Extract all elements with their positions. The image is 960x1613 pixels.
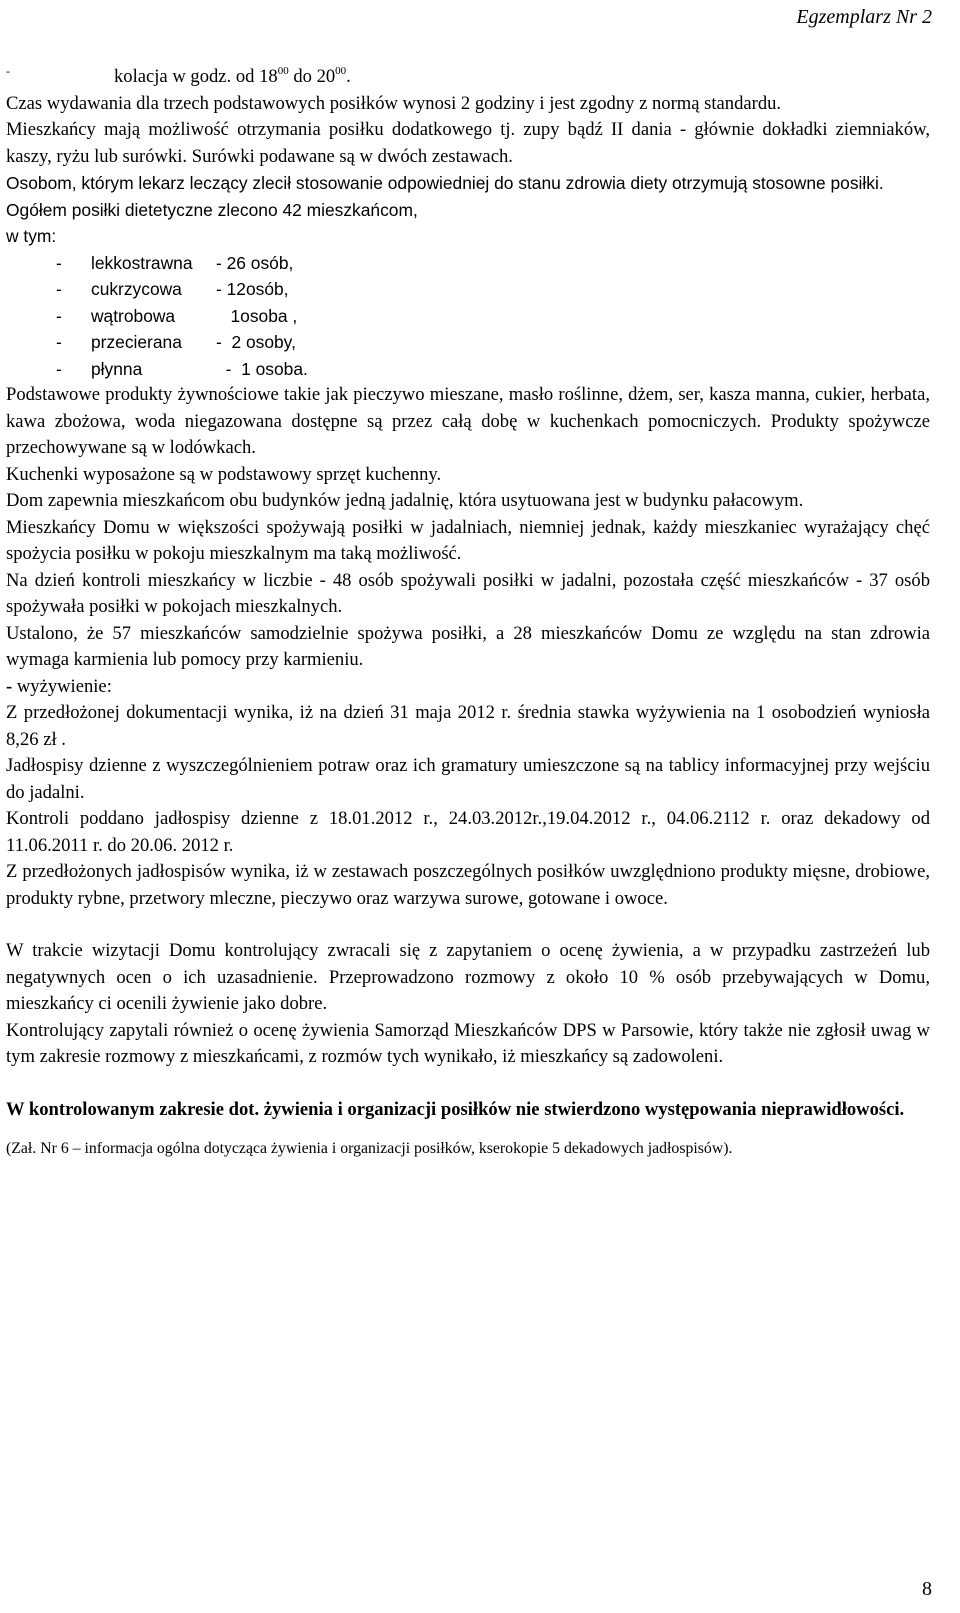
heading-dash: - xyxy=(6,675,13,697)
list-dash: - xyxy=(56,279,62,299)
supper-hours-line xyxy=(6,64,930,91)
diet-count: 1osoba , xyxy=(216,305,298,326)
diet-count: - 26 osób, xyxy=(216,252,294,273)
spacer xyxy=(6,1071,930,1097)
spacer xyxy=(6,912,930,938)
paragraph-daily-rate: Z przedłożonej dokumentacji wynika, iż na dzień 31 maja 2012 r. średnia stawka wyżywienia na 1 osobodzień wyniosła 8,26 zł . xyxy=(6,702,930,750)
paragraph-serving-time: Czas wydawania dla trzech podstawowych posiłków wynosi 2 godziny i jest zgodny z normą standardu. xyxy=(6,92,782,114)
supper-text: kolacja w godz. od 18 xyxy=(114,66,278,87)
paragraph-visit-interviews: W trakcie wizytacji Domu kontrolujący zwracali się z zapytaniem o ocenę żywienia, a w przypadku zastrzeżeń lub negatywnych ocen o ich uzasadnienie. Przeprowadzono rozmowy z około 10 % osób przebywających w Domu, mieszkańcy ci ocenili żywienie jako dobre. xyxy=(6,940,930,1014)
list-dash: - xyxy=(6,64,10,78)
copy-number-header: Egzemplarz Nr 2 xyxy=(796,6,932,28)
list-item xyxy=(6,276,930,303)
list-dash: - xyxy=(56,305,62,326)
list-dash: - xyxy=(56,252,62,273)
list-item xyxy=(6,356,930,383)
superscript-minutes: 00 xyxy=(277,65,289,77)
paragraph-extra-meal: Mieszkańcy mają możliwość otrzymania posiłku dodatkowego tj. zupy bądź II dania - głównie dokładki ziemniaków, kaszy, ryżu lub surówki. Surówki podawane są w dwóch zestawach. xyxy=(6,119,930,167)
paragraph-meals-location: Mieszkańcy Domu w większości spożywają posiłki w jadalniach, niemniej jednak, każdy mieszkaniec wyrażający chęć spożycia posiłku w pokoju mieszkalnym ma taką możliwość. xyxy=(6,516,930,564)
paragraph-diet-prescription: Osobom, którym lekarz leczący zlecił stosowanie odpowiedniej do stanu zdrowia diety otrzymują stosowne posiłki. xyxy=(6,173,884,193)
list-item xyxy=(6,303,930,330)
paragraph-inspection-day: Na dzień kontroli mieszkańcy w liczbie - 48 osób spożywali posiłki w jadalni, pozostała część mieszkańców - 37 osób spożywała posiłki w pokojach mieszkalnych. xyxy=(6,569,930,617)
paragraph-diet-intro: w tym: xyxy=(6,226,57,246)
paragraph-kitchen-equipment: Kuchenki wyposażone są w podstawowy sprzęt kuchenny. xyxy=(6,463,442,485)
paragraph-menus-checked: Kontroli poddano jadłospisy dzienne z 18.01.2012 r., 24.03.2012r.,19.04.2012 r., 04.06.2112 r. oraz dekadowy od 11.06.2011 r. do 20.06. 2012 r. xyxy=(6,808,930,856)
diet-name: przecierana xyxy=(91,332,182,352)
paragraph-council-opinion: Kontrolujący zapytali również o ocenę żywienia Samorząd Mieszkańców DPS w Parsowie, który także nie zgłosił uwag w tym zakresie rozmowy z mieszkańcami, z rozmów tych wynikało, iż mieszkańcy są zadowoleni. xyxy=(6,1019,930,1067)
list-item xyxy=(6,250,930,277)
section-heading-nutrition xyxy=(6,674,930,701)
list-dash: - xyxy=(56,332,62,352)
diet-list xyxy=(6,250,930,383)
diet-name: cukrzycowa xyxy=(91,279,182,299)
paragraph-dining-room: Dom zapewnia mieszkańcom obu budynków jedną jadalnię, która usytuowana jest w budynku pałacowym. xyxy=(6,490,804,511)
paragraph-menus-board: Jadłospisy dzienne z wyszczególnieniem potraw oraz ich gramatury umieszczone są na tablicy informacyjnej przy wejściu do jadalni. xyxy=(6,755,930,803)
paragraph-feeding-assistance: Ustalono, że 57 mieszkańców samodzielnie spożywa posiłki, a 28 mieszkańców Domu ze względu na stan zdrowia wymaga karmienia lub pomocy przy karmieniu. xyxy=(6,622,930,670)
attachment-note: (Zał. Nr 6 – informacja ogólna dotycząca żywienia i organizacji posiłków, kserokopie 5 dekadowych jadłospisów). xyxy=(6,1140,733,1157)
diet-name: lekkostrawna xyxy=(91,252,193,273)
paragraph-diet-total: Ogółem posiłki dietetyczne zlecono 42 mieszkańcom, xyxy=(6,199,418,220)
diet-name: płynna xyxy=(91,358,143,379)
supper-text-to: do 20 xyxy=(288,66,336,87)
conclusion-statement: W kontrolowanym zakresie dot. żywienia i organizacji posiłków nie stwierdzono występowania nieprawidłowości. xyxy=(6,1098,905,1120)
page-number: 8 xyxy=(922,1578,932,1600)
list-dash: - xyxy=(56,358,62,379)
diet-count: - 1 osoba. xyxy=(216,358,308,379)
superscript-minutes: 00 xyxy=(335,65,347,77)
diet-count: - 12osób, xyxy=(216,279,289,299)
paragraph-menu-contents: Z przedłożonych jadłospisów wynika, iż w zestawach poszczególnych posiłków uwzględniono produkty mięsne, drobiowe, produkty rybne, przetwory mleczne, pieczywo oraz warzywa surowe, gotowane i owoce. xyxy=(6,861,930,909)
paragraph-basic-products: Podstawowe produkty żywnościowe takie jak pieczywo mieszane, masło roślinne, dżem, ser, kasza manna, cukier, herbata, kawa zbożowa, woda niegazowana dostępne są przez całą dobę w kuchenkach pomocniczych. Produkty spożywcze przechowywane są w lodówkach. xyxy=(6,384,930,458)
list-item xyxy=(6,329,930,356)
diet-count: - 2 osoby, xyxy=(216,332,296,352)
document-body xyxy=(6,64,930,1160)
supper-text-end: . xyxy=(346,66,351,87)
diet-name: wątrobowa xyxy=(91,305,176,326)
heading-text: wyżywienie: xyxy=(12,675,112,697)
